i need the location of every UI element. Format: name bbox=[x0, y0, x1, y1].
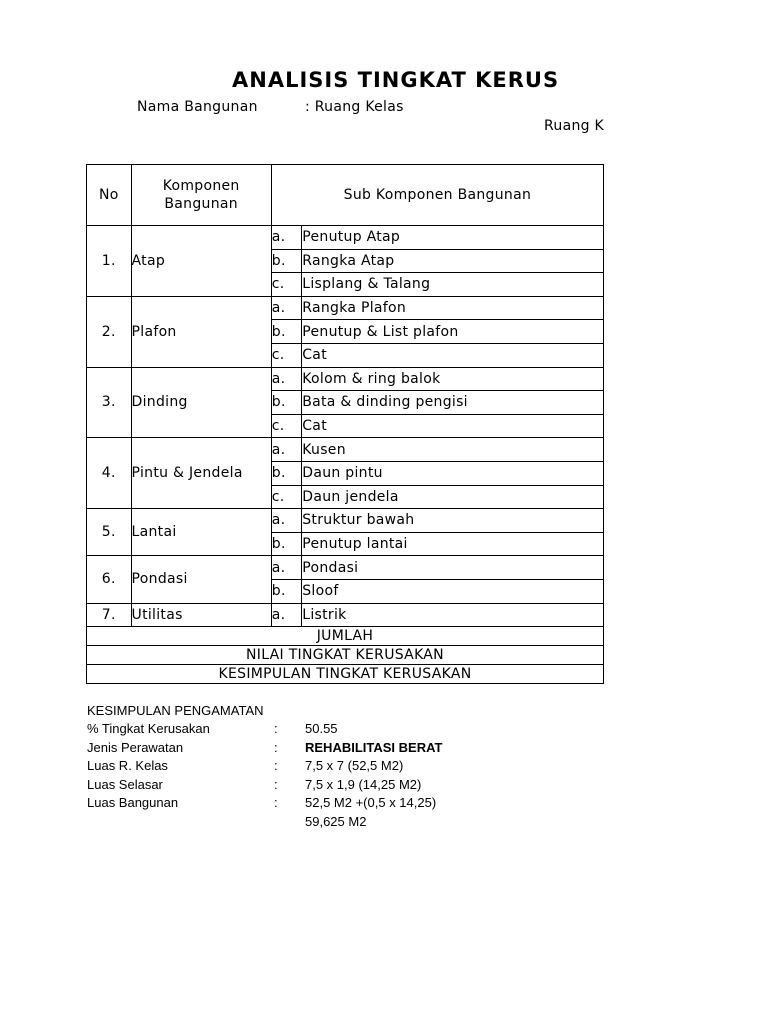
conclusion-label: Luas R. Kelas bbox=[87, 758, 168, 773]
sub-letter: b. bbox=[271, 461, 301, 485]
table-header-row bbox=[87, 165, 604, 226]
sub-component: Struktur bawah bbox=[302, 509, 604, 533]
sub-letter: b. bbox=[271, 532, 301, 556]
row-number: 6. bbox=[87, 556, 132, 603]
sub-component: Rangka Plafon bbox=[302, 296, 604, 320]
sub-component: Kolom & ring balok bbox=[302, 367, 604, 391]
header-sub-komponen: Sub Komponen Bangunan bbox=[271, 165, 603, 226]
table-row bbox=[87, 367, 604, 391]
component-name: Atap bbox=[131, 226, 271, 297]
header-no: No bbox=[87, 165, 132, 226]
component-name: Pintu & Jendela bbox=[131, 438, 271, 509]
table-row bbox=[87, 296, 604, 320]
sub-component: Cat bbox=[302, 414, 604, 438]
sub-letter: a. bbox=[271, 556, 301, 580]
sub-component: Listrik bbox=[302, 603, 604, 627]
sub-letter: a. bbox=[271, 226, 301, 250]
summary-nilai: NILAI TINGKAT KERUSAKAN bbox=[87, 646, 604, 665]
table-row bbox=[87, 603, 604, 627]
row-number: 3. bbox=[87, 367, 132, 438]
component-name: Dinding bbox=[131, 367, 271, 438]
conclusion-row bbox=[87, 757, 404, 776]
sub-letter: b. bbox=[271, 249, 301, 273]
conclusion-value: 59,625 M2 bbox=[305, 813, 367, 829]
sub-letter: a. bbox=[271, 509, 301, 533]
row-number: 4. bbox=[87, 438, 132, 509]
table-row bbox=[87, 556, 604, 580]
conclusion-colon: : bbox=[274, 795, 278, 810]
component-name: Lantai bbox=[131, 509, 271, 556]
sub-component: Lisplang & Talang bbox=[302, 273, 604, 297]
conclusion-label: Luas Bangunan bbox=[87, 795, 179, 810]
header-komponen bbox=[131, 165, 271, 226]
summary-row-kesimpulan bbox=[87, 665, 604, 684]
page-title: ANALISIS TINGKAT KERUS bbox=[232, 68, 560, 92]
conclusion-label: % Tingkat Kerusakan bbox=[87, 721, 210, 736]
sub-component: Kusen bbox=[302, 438, 604, 462]
sub-letter: c. bbox=[271, 273, 301, 297]
conclusion-value: 50.55 bbox=[305, 721, 338, 736]
summary-row-nilai bbox=[87, 646, 604, 665]
row-number: 1. bbox=[87, 226, 132, 297]
sub-component: Penutup Atap bbox=[302, 226, 604, 250]
conclusion-value: 7,5 x 7 (52,5 M2) bbox=[305, 758, 404, 773]
component-name: Utilitas bbox=[131, 603, 271, 627]
sub-letter: a. bbox=[271, 438, 301, 462]
conclusion-value: 7,5 x 1,9 (14,25 M2) bbox=[305, 776, 422, 792]
damage-analysis-table bbox=[86, 164, 604, 684]
conclusion-colon: : bbox=[274, 758, 278, 773]
sub-component: Pondasi bbox=[302, 556, 604, 580]
sub-letter: c. bbox=[271, 485, 301, 509]
row-number: 7. bbox=[87, 603, 132, 627]
summary-jumlah: JUMLAH bbox=[87, 627, 604, 646]
header-komponen-label: Komponen Bangunan bbox=[162, 178, 240, 212]
conclusion-row bbox=[87, 794, 437, 813]
sub-letter: a. bbox=[271, 296, 301, 320]
building-name-label: Nama Bangunan bbox=[137, 99, 258, 115]
component-name: Pondasi bbox=[131, 556, 271, 603]
sub-letter: b. bbox=[271, 579, 301, 603]
conclusion-heading: KESIMPULAN PENGAMATAN bbox=[87, 703, 264, 718]
sub-letter: b. bbox=[271, 320, 301, 344]
conclusion-section bbox=[87, 702, 443, 831]
conclusion-colon: : bbox=[274, 739, 278, 755]
table-row bbox=[87, 509, 604, 533]
sub-letter: c. bbox=[271, 343, 301, 367]
row-number: 2. bbox=[87, 296, 132, 367]
conclusion-label: Jenis Perawatan bbox=[87, 739, 184, 755]
summary-row-jumlah bbox=[87, 627, 604, 646]
sub-component: Penutup lantai bbox=[302, 532, 604, 556]
row-number: 5. bbox=[87, 509, 132, 556]
conclusion-value: 52,5 M2 +(0,5 x 14,25) bbox=[305, 795, 437, 810]
sub-component: Daun pintu bbox=[302, 461, 604, 485]
sub-component: Cat bbox=[302, 343, 604, 367]
conclusion-value: REHABILITASI BERAT bbox=[305, 739, 443, 755]
conclusion-colon: : bbox=[274, 776, 278, 792]
table-row bbox=[87, 438, 604, 462]
sub-component: Sloof bbox=[302, 579, 604, 603]
table-body bbox=[87, 226, 604, 684]
sub-letter: c. bbox=[271, 414, 301, 438]
sub-component: Rangka Atap bbox=[302, 249, 604, 273]
sub-component: Daun jendela bbox=[302, 485, 604, 509]
sub-component: Penutup & List plafon bbox=[302, 320, 604, 344]
room-label-right: Ruang K bbox=[544, 118, 604, 134]
sub-component: Bata & dinding pengisi bbox=[302, 391, 604, 415]
table-row bbox=[87, 226, 604, 250]
conclusion-row bbox=[87, 776, 422, 795]
sub-letter: a. bbox=[271, 367, 301, 391]
conclusion-label: Luas Selasar bbox=[87, 776, 163, 792]
building-name-value: : Ruang Kelas bbox=[305, 99, 404, 115]
sub-letter: b. bbox=[271, 391, 301, 415]
sub-letter: a. bbox=[271, 603, 301, 627]
conclusion-row bbox=[87, 720, 338, 739]
conclusion-colon: : bbox=[274, 721, 278, 736]
summary-kesimpulan: KESIMPULAN TINGKAT KERUSAKAN bbox=[87, 665, 604, 684]
conclusion-row bbox=[87, 739, 443, 758]
conclusion-row bbox=[87, 813, 367, 832]
component-name: Plafon bbox=[131, 296, 271, 367]
